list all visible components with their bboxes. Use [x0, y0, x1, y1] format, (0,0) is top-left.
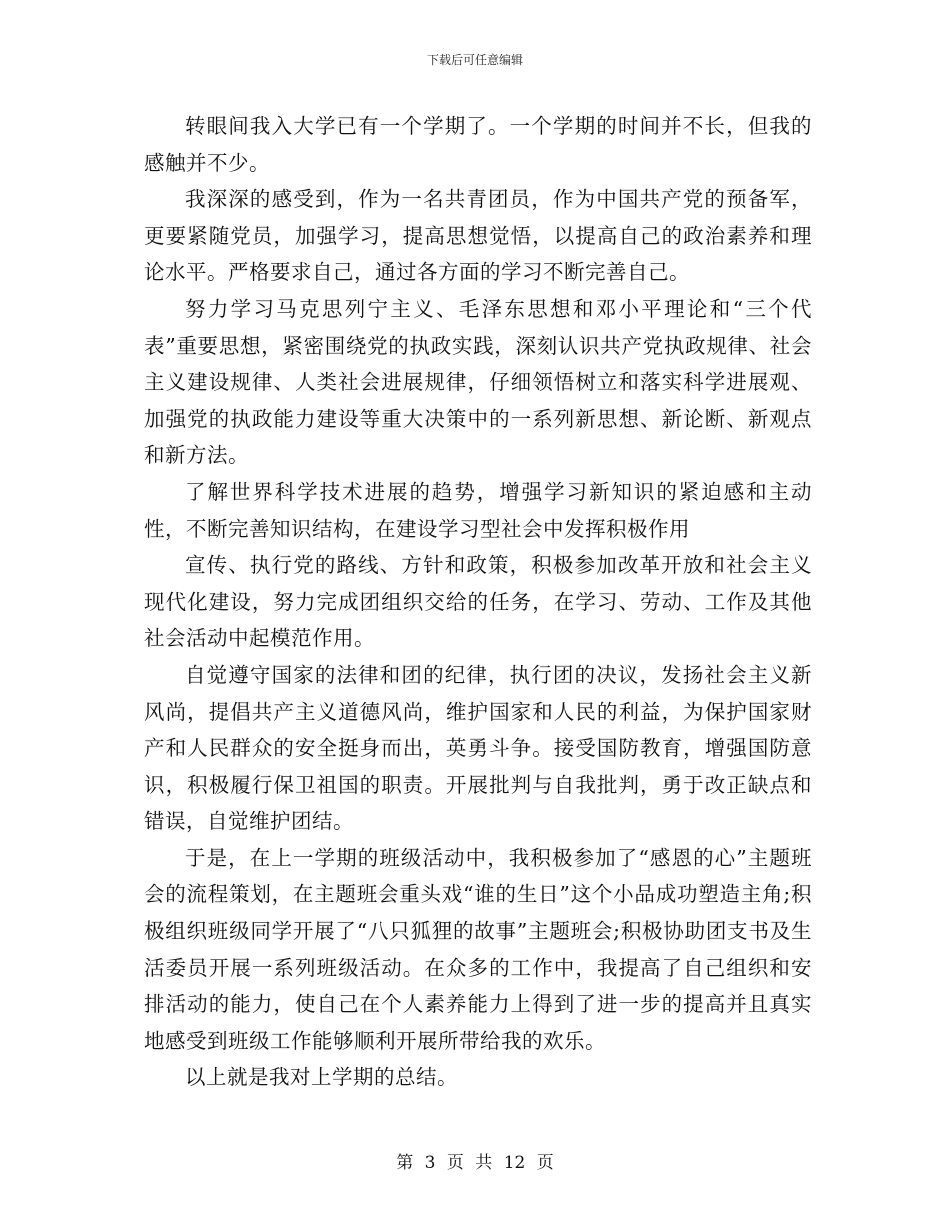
- paragraph: 转眼间我入大学已有一个学期了。一个学期的时间并不长，但我的感触并不少。: [144, 114, 812, 175]
- paragraph: 以上就是我对上学期的总结。: [185, 1065, 458, 1090]
- page-number-footer: 第 3 页 共 12 页: [396, 1153, 554, 1173]
- paragraph: 了解世界科学技术进展的趋势，增强学习新知识的紧迫感和主动性，不断完善知识结构，在建设学习型社会中发挥积极作用: [144, 479, 812, 541]
- paragraph: 我深深的感受到，作为一名共青团员，作为中国共产党的预备军，更要紧随党员，加强学习，提高思想觉悟，以提高自己的政治素养和理论水平。严格要求自己，通过各方面的学习不断完善自己。: [144, 187, 812, 285]
- paragraph: 宣传、执行党的路线、方针和政策，积极参加改革开放和社会主义现代化建设，努力完成团组织交给的任务，在学习、劳动、工作及其他社会活动中起模范作用。: [144, 553, 812, 651]
- paragraph: 于是，在上一学期的班级活动中，我积极参加了“感恩的心”主题班会的流程策划，在主题班会重头戏“谁的生日”这个小品成功塑造主角;积极组织班级同学开展了“八只狐狸的故事”主题班会;积极协助团支书及生活委员开展一系列班级活动。在众多的工作中，我提高了自己组织和安排活动的能力，使自己在个人素养能力上得到了进一步的提高并且真实地感受到班级工作能够顺利开展所带给我的欢乐。: [144, 845, 812, 1053]
- paragraph: 努力学习马克思列宁主义、毛泽东思想和邓小平理论和“三个代表”重要思想，紧密围绕党的执政实践，深刻认识共产党执政规律、社会主义建设规律、人类社会进展规律，仔细领悟树立和落实科学进展观、加强党的执政能力建设等重大决策中的一系列新思想、新论断、新观点和新方法。: [144, 296, 812, 468]
- page-header-note: 下载后可任意编辑: [426, 53, 523, 67]
- document-body: [144, 108, 812, 1096]
- paragraph: 自觉遵守国家的法律和团的纪律，执行团的决议，发扬社会主义新风尚，提倡共产主义道德风尚，维护国家和人民的利益，为保护国家财产和人民群众的安全挺身而出，英勇斗争。接受国防教育，增强国防意识，积极履行保卫祖国的职责。开展批判与自我批判，勇于改正缺点和错误，自觉维护团结。: [144, 662, 812, 834]
